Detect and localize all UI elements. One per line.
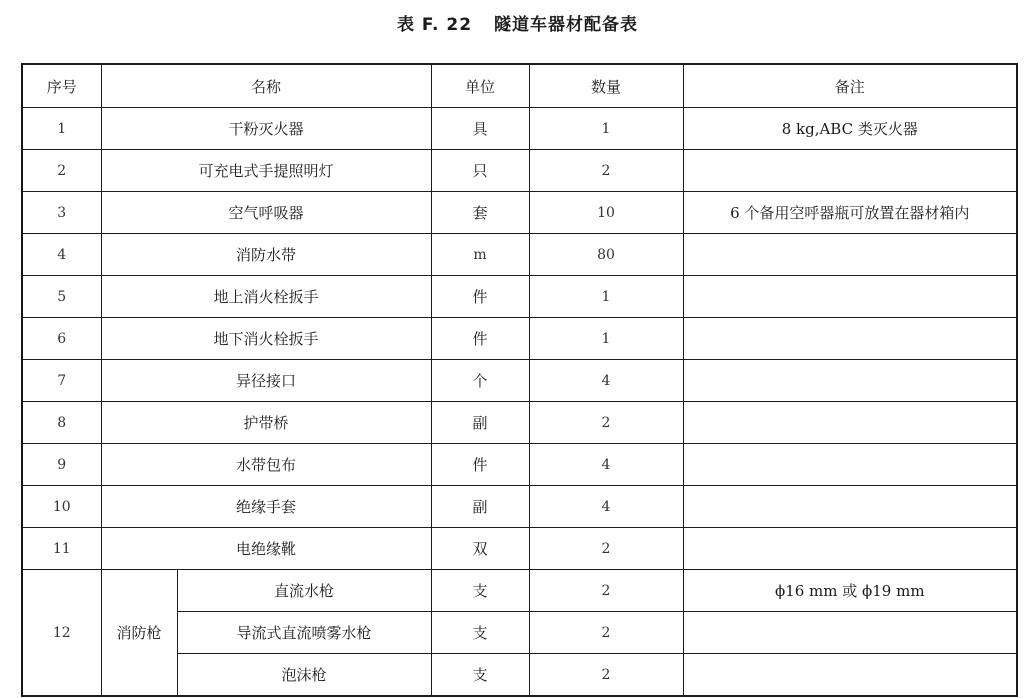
row-unit: 支 bbox=[431, 612, 529, 654]
row-qty: 2 bbox=[529, 570, 683, 612]
row-seq: 2 bbox=[22, 150, 101, 192]
table-row bbox=[22, 108, 1017, 150]
table-row bbox=[22, 528, 1017, 570]
row-unit: 件 bbox=[431, 318, 529, 360]
row-seq: 8 bbox=[22, 402, 101, 444]
row-name: 异径接口 bbox=[101, 360, 431, 402]
row-qty: 2 bbox=[529, 150, 683, 192]
row-seq: 3 bbox=[22, 192, 101, 234]
equipment-table bbox=[21, 63, 1018, 697]
table-row bbox=[22, 192, 1017, 234]
header-remark: 备注 bbox=[683, 64, 1017, 108]
table-row bbox=[22, 150, 1017, 192]
row-seq: 10 bbox=[22, 486, 101, 528]
header-row bbox=[22, 64, 1017, 108]
row-name: 干粉灭火器 bbox=[101, 108, 431, 150]
header-seq: 序号 bbox=[22, 64, 101, 108]
row-qty: 1 bbox=[529, 108, 683, 150]
row-seq: 4 bbox=[22, 234, 101, 276]
row-unit: 套 bbox=[431, 192, 529, 234]
row-unit: 副 bbox=[431, 402, 529, 444]
row-remark bbox=[683, 318, 1017, 360]
row-name: 消防水带 bbox=[101, 234, 431, 276]
row-unit: 支 bbox=[431, 570, 529, 612]
table-title bbox=[0, 10, 1035, 35]
row-unit: m bbox=[431, 234, 529, 276]
row-qty: 1 bbox=[529, 276, 683, 318]
row-name: 泡沫枪 bbox=[177, 654, 431, 697]
row-qty: 2 bbox=[529, 528, 683, 570]
row-remark bbox=[683, 402, 1017, 444]
row-qty: 2 bbox=[529, 654, 683, 697]
row-seq: 6 bbox=[22, 318, 101, 360]
table-row bbox=[22, 402, 1017, 444]
row-unit: 件 bbox=[431, 444, 529, 486]
row-name: 地下消火栓扳手 bbox=[101, 318, 431, 360]
table-row bbox=[22, 276, 1017, 318]
row-qty: 80 bbox=[529, 234, 683, 276]
row-seq: 7 bbox=[22, 360, 101, 402]
row-name: 地上消火栓扳手 bbox=[101, 276, 431, 318]
row-unit: 个 bbox=[431, 360, 529, 402]
row-qty: 4 bbox=[529, 486, 683, 528]
row-remark bbox=[683, 276, 1017, 318]
row-seq: 11 bbox=[22, 528, 101, 570]
group-category: 消防枪 bbox=[101, 570, 177, 697]
row-name: 导流式直流喷雾水枪 bbox=[177, 612, 431, 654]
row-remark: 8 kg,ABC 类灭火器 bbox=[683, 108, 1017, 150]
row-unit: 具 bbox=[431, 108, 529, 150]
table-row bbox=[22, 570, 1017, 612]
row-remark: 6 个备用空呼器瓶可放置在器材箱内 bbox=[683, 192, 1017, 234]
row-remark bbox=[683, 234, 1017, 276]
row-unit: 件 bbox=[431, 276, 529, 318]
row-unit: 双 bbox=[431, 528, 529, 570]
row-name: 护带桥 bbox=[101, 402, 431, 444]
row-remark bbox=[683, 654, 1017, 697]
row-seq: 9 bbox=[22, 444, 101, 486]
row-remark bbox=[683, 360, 1017, 402]
table-title-text: 隧道车器材配备表 bbox=[494, 15, 639, 35]
row-name: 水带包布 bbox=[101, 444, 431, 486]
row-remark bbox=[683, 444, 1017, 486]
row-qty: 10 bbox=[529, 192, 683, 234]
row-qty: 4 bbox=[529, 360, 683, 402]
row-remark bbox=[683, 612, 1017, 654]
group-seq: 12 bbox=[22, 570, 101, 697]
table-row bbox=[22, 486, 1017, 528]
table-row bbox=[22, 234, 1017, 276]
table-row bbox=[22, 318, 1017, 360]
table-row bbox=[22, 444, 1017, 486]
row-name: 电绝缘靴 bbox=[101, 528, 431, 570]
row-name: 直流水枪 bbox=[177, 570, 431, 612]
row-qty: 2 bbox=[529, 612, 683, 654]
row-qty: 1 bbox=[529, 318, 683, 360]
header-unit: 单位 bbox=[431, 64, 529, 108]
row-unit: 支 bbox=[431, 654, 529, 697]
table-code: 表 F. 22 bbox=[396, 15, 473, 35]
row-name: 空气呼吸器 bbox=[101, 192, 431, 234]
row-remark: ϕ16 mm 或 ϕ19 mm bbox=[683, 570, 1017, 612]
row-qty: 4 bbox=[529, 444, 683, 486]
row-seq: 1 bbox=[22, 108, 101, 150]
row-unit: 副 bbox=[431, 486, 529, 528]
row-qty: 2 bbox=[529, 402, 683, 444]
row-name: 绝缘手套 bbox=[101, 486, 431, 528]
header-name: 名称 bbox=[101, 64, 431, 108]
table-row bbox=[22, 360, 1017, 402]
row-unit: 只 bbox=[431, 150, 529, 192]
row-seq: 5 bbox=[22, 276, 101, 318]
header-qty: 数量 bbox=[529, 64, 683, 108]
row-remark bbox=[683, 486, 1017, 528]
row-remark bbox=[683, 528, 1017, 570]
row-remark bbox=[683, 150, 1017, 192]
row-name: 可充电式手提照明灯 bbox=[101, 150, 431, 192]
